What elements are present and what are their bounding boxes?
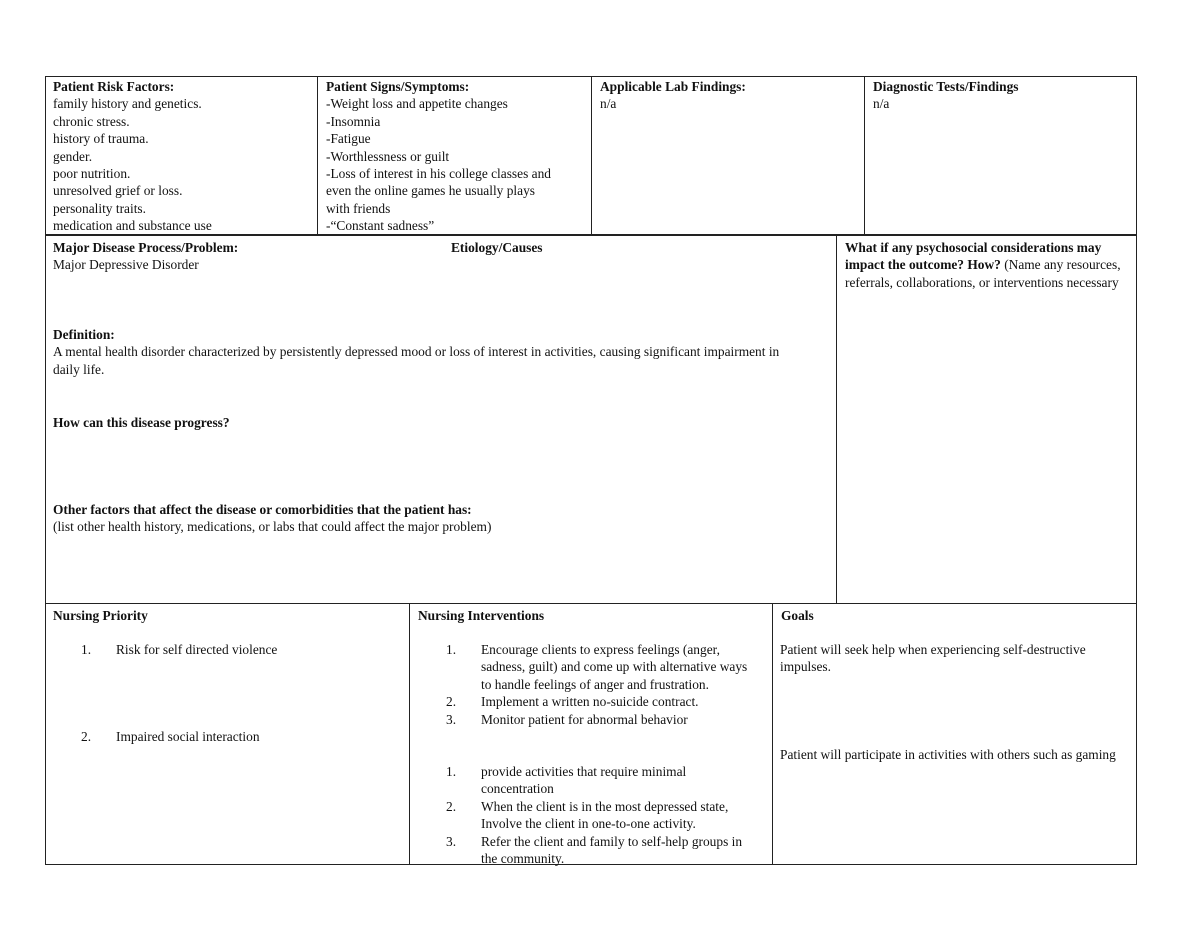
signs-symptoms-cell xyxy=(318,76,591,237)
other-factors-cell xyxy=(45,499,825,538)
intervention-item xyxy=(418,763,760,798)
psychosocial-note: (Name any resources, referrals, collaborations, or interventions necessary xyxy=(845,257,1121,290)
diagnostic-tests-value: n/a xyxy=(873,96,890,112)
intervention-text: Monitor patient for abnormal behavior xyxy=(481,711,688,727)
definition-heading: Definition: xyxy=(53,327,115,342)
intervention-item xyxy=(418,641,760,693)
risk-factor-item: poor nutrition. xyxy=(53,166,131,182)
major-problem-heading: Major Disease Process/Problem: xyxy=(53,240,239,255)
intervention-text: When the client is in the most depressed state, Involve the client in one-to-one activity. xyxy=(481,798,729,832)
intervention-text: Implement a written no-suicide contract. xyxy=(481,694,699,710)
definition-text: A mental health disorder characterized by persistently depressed mood or loss of interest in activities, causing significant impairment in daily life. xyxy=(53,344,780,377)
interventions-group-1 xyxy=(410,639,768,730)
lab-findings-heading: Applicable Lab Findings: xyxy=(600,79,746,94)
care-map-sheet xyxy=(45,76,1137,865)
priority-text: Risk for self directed violence xyxy=(116,642,278,657)
intervention-item xyxy=(418,711,760,728)
progress-cell xyxy=(45,412,805,433)
intervention-number: 1. xyxy=(446,642,457,657)
intervention-text: Encourage clients to express feelings (anger, sadness, guilt) and come up with alternative ways to handle feelings of anger and frustration. xyxy=(481,642,748,692)
intervention-number: 3. xyxy=(446,833,457,849)
risk-factors-heading: Patient Risk Factors: xyxy=(53,79,175,94)
nursing-interventions-heading: Nursing Interventions xyxy=(418,608,545,623)
goal-item xyxy=(773,639,1133,678)
goal-text: Patient will participate in activities with others such as gaming xyxy=(780,747,1116,762)
symptom-item: -Fatigue xyxy=(326,131,371,147)
symptom-item: -Loss of interest in his college classes and xyxy=(326,166,551,182)
psychosocial-text xyxy=(845,239,1129,291)
risk-factor-item: family history and genetics. xyxy=(53,96,202,112)
intervention-number: 2. xyxy=(446,798,457,814)
intervention-number: 3. xyxy=(446,711,457,727)
risk-factor-item: medication and substance use xyxy=(53,218,212,234)
symptom-item: with friends xyxy=(326,200,391,216)
intervention-item xyxy=(418,693,760,710)
intervention-text: Refer the client and family to self-help groups in the community. xyxy=(481,833,743,867)
goal-item xyxy=(773,744,1133,765)
goals-heading: Goals xyxy=(781,608,814,623)
risk-factors-cell xyxy=(45,76,317,237)
intervention-number: 2. xyxy=(446,694,457,710)
major-problem-value: Major Depressive Disorder xyxy=(53,257,199,273)
diagnostic-tests-cell xyxy=(865,76,1137,115)
priority-item xyxy=(45,726,409,747)
symptom-item: -Worthlessness or guilt xyxy=(326,148,450,164)
lab-findings-cell xyxy=(592,76,864,115)
signs-symptoms-heading: Patient Signs/Symptoms: xyxy=(326,79,470,94)
intervention-number: 1. xyxy=(446,764,457,779)
priority-number: 2. xyxy=(81,729,92,744)
other-factors-heading: Other factors that affect the disease or comorbidities that the patient has: xyxy=(53,502,472,517)
psychosocial-heading: What if any psychosocial considerations may impact the outcome? How? xyxy=(845,240,1102,273)
risk-factor-item: unresolved grief or loss. xyxy=(53,183,183,199)
risk-factor-item: personality traits. xyxy=(53,200,146,216)
intervention-item xyxy=(418,798,760,833)
etiology-cell xyxy=(443,237,551,258)
nursing-priority-cell xyxy=(45,605,409,626)
other-factors-note: (list other health history, medications, or labs that could affect the major problem) xyxy=(53,519,492,535)
goal-text: Patient will seek help when experiencing self-destructive impulses. xyxy=(780,642,1086,675)
intervention-item xyxy=(418,833,760,868)
nursing-priority-heading: Nursing Priority xyxy=(53,608,148,623)
symptom-item: -Insomnia xyxy=(326,113,381,129)
lab-findings-value: n/a xyxy=(600,96,617,112)
symptom-item: -Weight loss and appetite changes xyxy=(326,96,508,112)
diagnostic-tests-heading: Diagnostic Tests/Findings xyxy=(873,79,1019,94)
major-problem-cell xyxy=(45,237,836,276)
priority-text: Impaired social interaction xyxy=(116,729,260,744)
intervention-text: provide activities that require minimal concentration xyxy=(481,764,687,797)
priority-item xyxy=(45,639,409,660)
nursing-interventions-cell xyxy=(410,605,772,626)
goals-cell xyxy=(773,605,1137,626)
progress-heading: How can this disease progress? xyxy=(53,415,230,430)
risk-factor-item: chronic stress. xyxy=(53,113,130,129)
priority-number: 1. xyxy=(81,642,92,657)
risk-factor-item: gender. xyxy=(53,148,93,164)
etiology-heading: Etiology/Causes xyxy=(451,240,543,255)
symptom-item: even the online games he usually plays xyxy=(326,183,535,199)
psychosocial-cell xyxy=(837,237,1137,293)
interventions-group-2 xyxy=(410,761,768,869)
definition-cell xyxy=(45,324,805,380)
risk-factor-item: history of trauma. xyxy=(53,131,149,147)
symptom-item: -“Constant sadness” xyxy=(326,218,435,234)
